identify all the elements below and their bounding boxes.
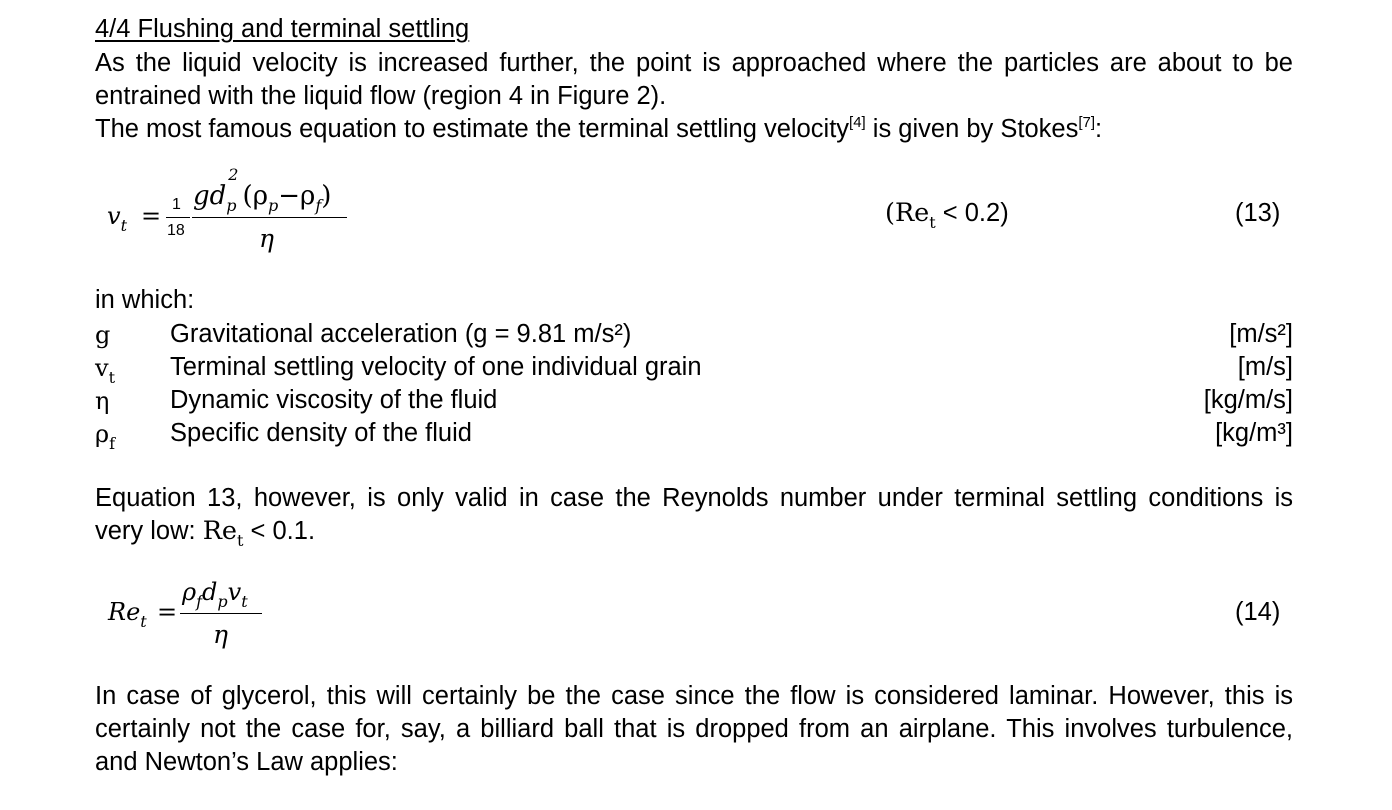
eq14-equals: =: [157, 598, 178, 626]
variable-description: Gravitational acceleration (g = 9.81 m/s²): [170, 320, 632, 348]
variable-unit: [kg/m/s]: [1203, 386, 1293, 414]
eq13-denominator: η: [259, 224, 274, 253]
variable-unit: [m/s²]: [1229, 320, 1293, 348]
closing-line-2: certainly not the case for, say, a billiard ball that is dropped from an airplane. This involves turbulence,: [95, 715, 1293, 743]
intro-paragraph: [95, 47, 1293, 146]
variable-description: Terminal settling velocity of one individual grain: [170, 353, 702, 381]
validity-paragraph: [95, 482, 1293, 548]
eq13-condition: $(Re_t < 0.2)$: [885, 198, 1009, 232]
variable-unit: [kg/m³]: [1215, 419, 1293, 447]
eq13-number: (13): [1235, 199, 1281, 227]
intro-line-1: As the liquid velocity is increased further, the point is approached where the particles are about to be: [95, 49, 1293, 77]
validity-line-2: very low: $Re_t < 0.1$.: [95, 516, 316, 550]
citation-7: [7]: [1078, 114, 1096, 131]
variable-symbol: $v_t$: [95, 354, 115, 387]
eq13-coef-den: 18: [167, 222, 185, 239]
variable-unit: [m/s]: [1237, 353, 1293, 381]
eq13-coef-num: 1: [172, 196, 181, 213]
eq14-fraction-bar: [180, 613, 262, 614]
closing-line-1: In case of glycerol, this will certainly be the case since the flow is considered laminar. However, this is: [95, 682, 1293, 710]
variable-symbol: g: [95, 321, 111, 349]
variable-symbol: $\rho_f$: [95, 420, 116, 453]
eq13-equals: =: [141, 202, 162, 230]
eq13-coef-bar: [166, 217, 190, 218]
eq13-lhs: $v_t$: [107, 202, 127, 235]
intro-line-2: entrained with the liquid flow (region 4 in Figure 2).: [95, 82, 667, 110]
closing-line-3: and Newton’s Law applies:: [95, 748, 398, 776]
closing-paragraph: [95, 680, 1293, 779]
eq14-numerator: $\rho_fd_pv_t$: [182, 578, 248, 611]
validity-line-1: Equation 13, however, is only valid in case the Reynolds number under terminal settling conditions is: [95, 484, 1293, 512]
eq13-numerator: $gd_p$ 2 $(\rho_p-\rho_f)$: [193, 165, 332, 215]
eq14-lhs: $Re_t$: [108, 598, 147, 631]
eq14-denominator: η: [213, 620, 228, 649]
eq14-number: (14): [1235, 598, 1281, 626]
variable-symbol: η: [95, 387, 110, 415]
citation-4: [4]: [849, 114, 866, 131]
in-which-label: in which:: [95, 286, 195, 314]
variable-description: Dynamic viscosity of the fluid: [170, 386, 498, 414]
intro-line-3: The most famous equation to estimate the terminal settling velocity[4] is given by Stokes[7]:: [95, 114, 1103, 143]
section-title: 4/4 Flushing and terminal settling: [95, 15, 470, 43]
variable-description: Specific density of the fluid: [170, 419, 472, 447]
eq13-fraction-bar: [192, 217, 347, 218]
